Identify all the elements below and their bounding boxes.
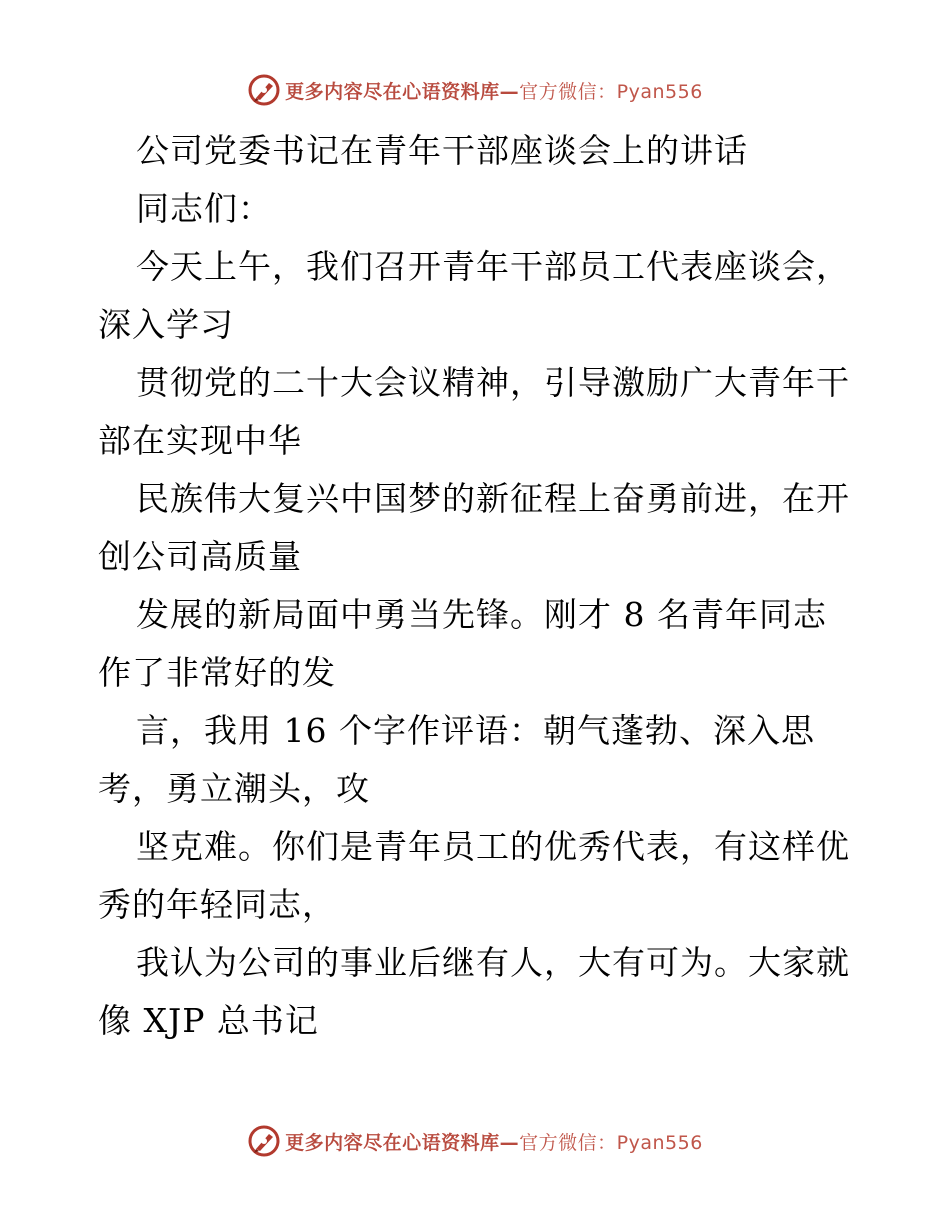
- paragraph-line: 像 XJP 总书记: [98, 1001, 319, 1040]
- salutation: 同志们：: [136, 189, 272, 228]
- paragraph-line: 考，勇立潮头，攻: [98, 769, 370, 808]
- pen-logo-icon: [247, 73, 281, 107]
- document-body: [98, 122, 858, 1050]
- footer-banner-title: 更多内容尽在心语资料库—: [285, 1131, 520, 1154]
- header-banner-text: [285, 77, 703, 104]
- pen-logo-icon: [247, 1124, 281, 1158]
- paragraph-line: 贯彻党的二十大会议精神，引导激励广大青年干: [136, 363, 850, 402]
- header-banner-wechat: 官方微信：Pyan556: [519, 80, 703, 103]
- footer-banner-wechat: 官方微信：Pyan556: [519, 1131, 703, 1154]
- paragraph-line: 秀的年轻同志，: [98, 885, 336, 924]
- paragraph-line: 言，我用 16 个字作评语：朝气蓬勃、深入思: [136, 711, 815, 750]
- header-banner-title: 更多内容尽在心语资料库—: [285, 80, 520, 103]
- paragraph-line: 深入学习: [98, 305, 234, 344]
- header-banner: [0, 70, 950, 110]
- paragraph-line: 坚克难。你们是青年员工的优秀代表，有这样优: [136, 827, 850, 866]
- footer-banner-text: [285, 1128, 703, 1155]
- paragraph-line: 发展的新局面中勇当先锋。刚才 8 名青年同志: [136, 595, 827, 634]
- paragraph-line: 作了非常好的发: [98, 653, 336, 692]
- paragraph-line: 创公司高质量: [98, 537, 302, 576]
- paragraph-line: 今天上午，我们召开青年干部员工代表座谈会，: [136, 247, 850, 286]
- footer-banner: [0, 1121, 950, 1161]
- paragraph-line: 部在实现中华: [98, 421, 302, 460]
- paragraph-line: 民族伟大复兴中国梦的新征程上奋勇前进，在开: [136, 479, 850, 518]
- paragraph-line: 我认为公司的事业后继有人，大有可为。大家就: [136, 943, 850, 982]
- document-title: 公司党委书记在青年干部座谈会上的讲话: [136, 131, 748, 170]
